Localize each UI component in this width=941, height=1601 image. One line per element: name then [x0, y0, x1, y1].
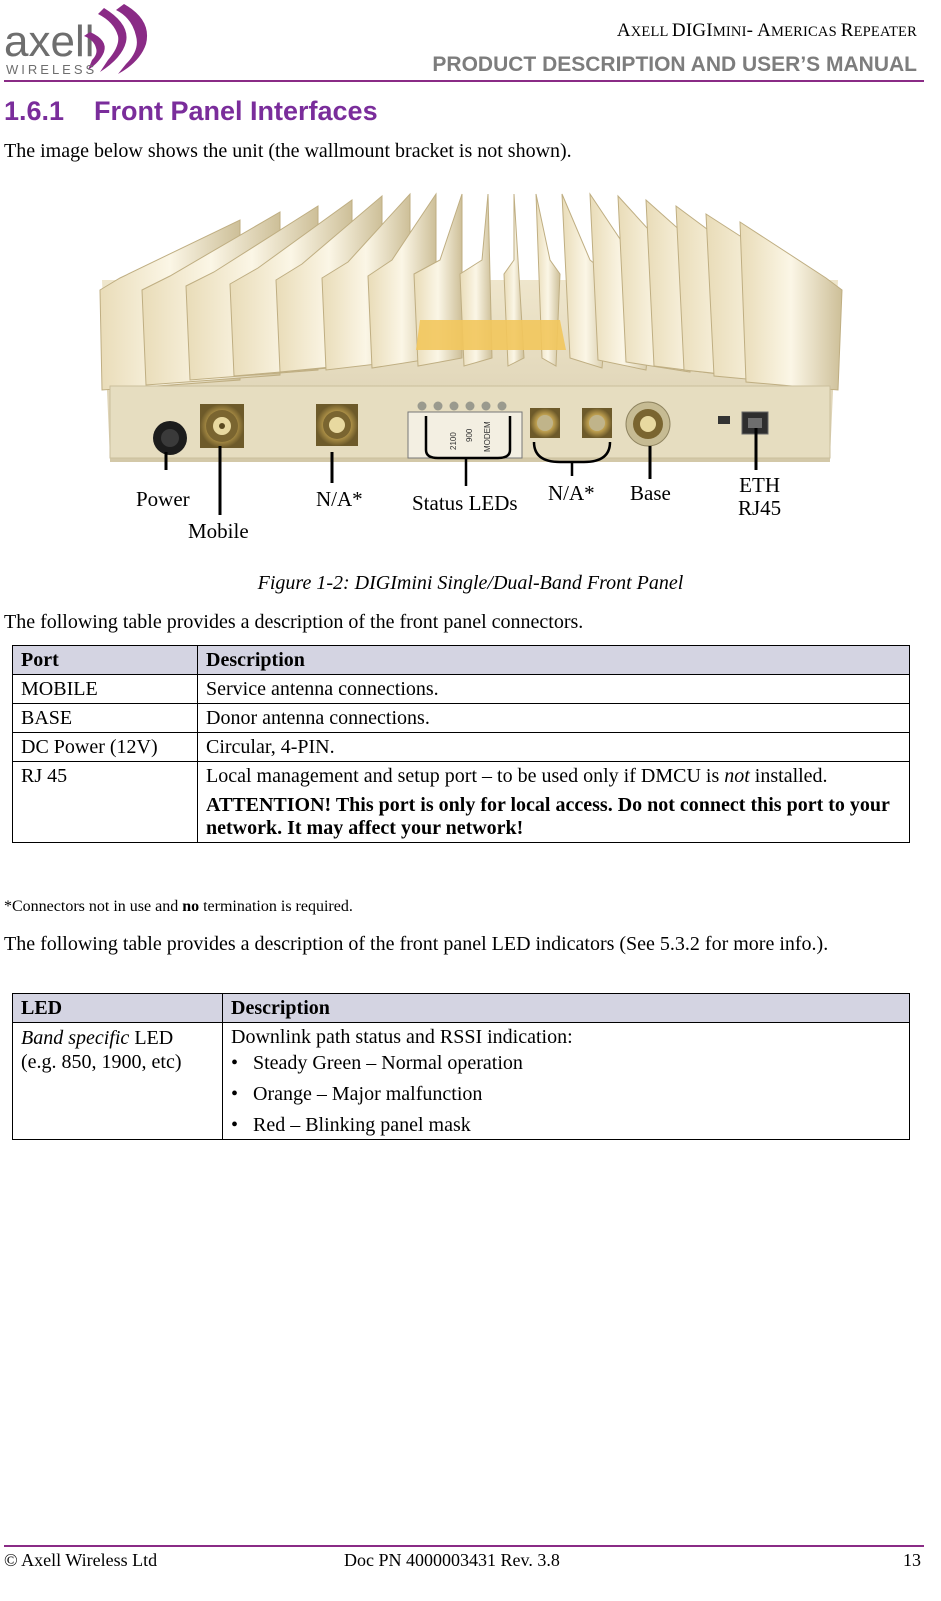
label-power: Power: [136, 487, 190, 511]
list-item: • Orange – Major malfunction: [231, 1083, 901, 1106]
front-panel-figure: [90, 190, 850, 560]
logo-subtext: WIRELESS: [6, 62, 98, 77]
svg-text:900: 900: [465, 428, 474, 442]
label-status-leds: Status LEDs: [412, 491, 518, 515]
connectors-footnote: *Connectors not in use and no termination is required.: [4, 898, 353, 915]
attention-note: ATTENTION! This port is only for local access. Do not connect this port to your network. It may affect your network!: [206, 794, 890, 839]
connectors-intro: The following table provides a description of the front panel connectors.: [4, 611, 584, 633]
section-heading: [4, 96, 378, 127]
header-port: Port: [13, 646, 198, 675]
table-row: Band specific LED (e.g. 850, 1900, etc) Downlink path status and RSSI indication: • Steady Green – Normal operation • Orange – Major malfunction • Red – Blinking panel mask: [13, 1023, 910, 1140]
section-title: Front Panel Interfaces: [94, 96, 378, 126]
header-led: LED: [13, 994, 223, 1023]
product-sticker: [416, 320, 566, 350]
svg-text:MODEM: MODEM: [483, 421, 492, 452]
axell-wireless-logo: [4, 2, 154, 78]
figure-caption: Figure 1-2: DIGImini Single/Dual-Band Front Panel: [257, 572, 684, 594]
heatsink-fins: [100, 194, 842, 390]
intro-paragraph: The image below shows the unit (the wallmount bracket is not shown).: [4, 140, 572, 162]
table-row: BASE Donor antenna connections.: [13, 704, 910, 733]
footer-rule: [4, 1545, 924, 1547]
table-header-row: [13, 994, 910, 1023]
footer-copyright: © Axell Wireless Ltd: [4, 1550, 158, 1570]
leds-table: [12, 993, 910, 1140]
led-states-list: [231, 1052, 901, 1137]
header-description: Description: [198, 646, 910, 675]
footer-page-number: 13: [903, 1550, 921, 1570]
section-number: 1.6.1: [4, 96, 65, 126]
label-mobile: Mobile: [188, 519, 249, 543]
label-eth-rj45: ETH RJ45: [738, 473, 782, 520]
table-header-row: [13, 646, 910, 675]
footer-doc-number: Doc PN 4000003431 Rev. 3.8: [344, 1550, 560, 1570]
header-title: AXELL DIGIMINI- AMERICAS REPEATER: [616, 20, 917, 41]
list-item: • Red – Blinking panel mask: [231, 1114, 901, 1137]
table-row: MOBILE Service antenna connections.: [13, 675, 910, 704]
logo-wordmark: axell: [4, 17, 95, 66]
usb-port: [718, 416, 730, 424]
header-rule: [4, 80, 924, 82]
list-item: • Steady Green – Normal operation: [231, 1052, 901, 1075]
table-row: DC Power (12V) Circular, 4-PIN.: [13, 733, 910, 762]
label-na-2: N/A*: [548, 481, 595, 505]
label-na-1: N/A*: [316, 487, 363, 511]
header-subtitle: PRODUCT DESCRIPTION AND USER’S MANUAL: [432, 53, 917, 76]
header-description: Description: [223, 994, 910, 1023]
connectors-table: [12, 645, 910, 843]
table-row: RJ 45 Local management and setup port – to be used only if DMCU is not installed. ATTENTION! This port is only for local access. Do not connect this port to your network. It may affect your network!: [13, 762, 910, 843]
label-base: Base: [630, 481, 671, 505]
leds-intro: The following table provides a description of the front panel LED indicators (See 5.3.2 for more info.).: [4, 933, 829, 955]
svg-text:2100: 2100: [449, 432, 458, 450]
